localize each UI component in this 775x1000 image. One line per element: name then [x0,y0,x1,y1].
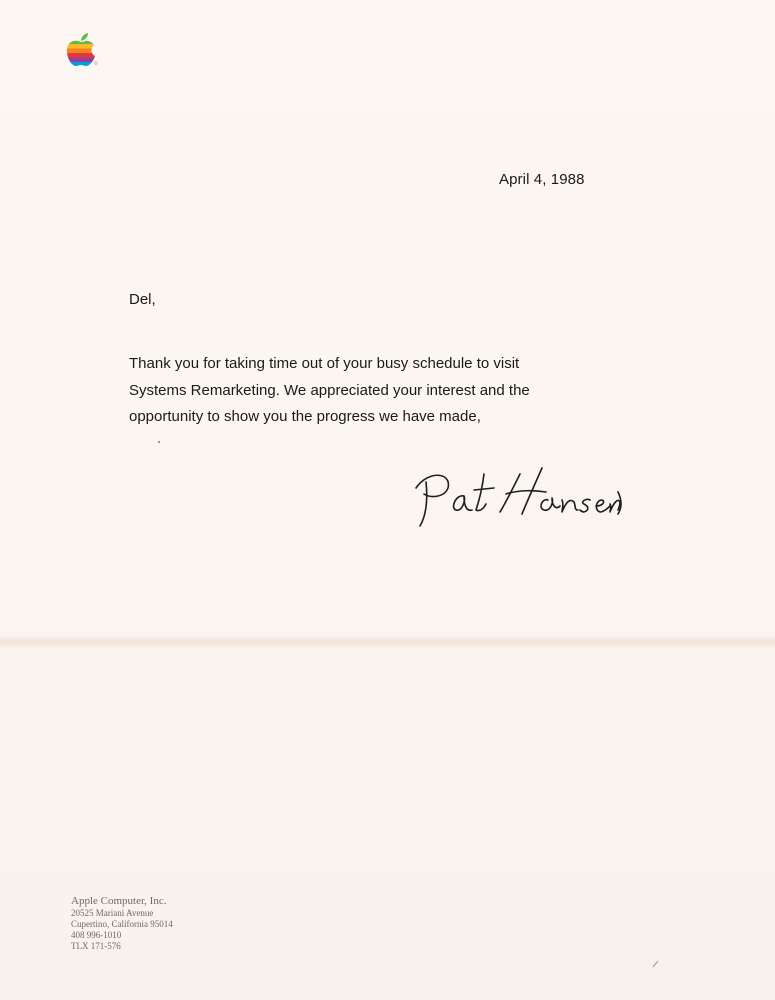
stray-pencil-mark [652,960,660,968]
letterhead-footer [71,894,173,952]
apple-logo-icon [64,30,98,68]
paper-fold-line [0,635,775,649]
stray-ink-dot [158,441,160,443]
address-street: 20525 Mariani Avenue [71,908,154,918]
address-city: Cupertino, California 95014 [71,919,173,929]
letter-body [129,351,599,431]
company-name: Apple Computer, Inc. [71,895,167,907]
body-line: Systems Remarketing. We appreciated your interest and the [129,381,530,399]
handwritten-signature [412,460,627,530]
telex-number: TLX 171-576 [71,941,121,951]
letter-date: April 4, 1988 [499,171,585,188]
body-line: opportunity to show you the progress we have made, [129,408,481,425]
body-line: Thank you for taking time out of your busy schedule to visit [129,355,520,372]
phone-number: 408 996-1010 [71,930,122,940]
salutation: Del, [129,291,156,308]
